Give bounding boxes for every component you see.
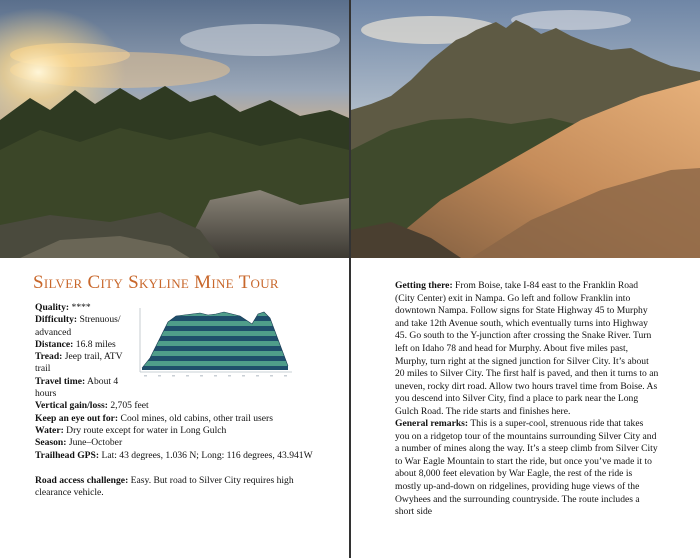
stat-label: Tread: (35, 351, 63, 363)
right-page (351, 0, 700, 558)
stat-value: Lat: 43 degrees, 1.036 N; Long: 116 degrees, 43.941W (99, 449, 313, 461)
stat-difficulty (35, 314, 130, 339)
stat-trailhead (35, 450, 331, 462)
profile-tick-marks (144, 375, 287, 377)
sunset-forest-photo (0, 0, 349, 258)
stat-value: About 4 hours (35, 375, 119, 400)
stat-value: June–October (66, 437, 123, 449)
general-remarks-label: General remarks: (395, 418, 469, 429)
getting-there-label: Getting there: (395, 280, 453, 291)
spacer (35, 462, 331, 475)
stat-label: Water: (35, 424, 64, 436)
stat-season (35, 437, 331, 449)
route-title: Silver City Skyline Mine Tour (33, 272, 279, 293)
stat-water (35, 425, 331, 437)
stat-value: **** (69, 302, 91, 313)
stat-keep-eye (35, 413, 331, 425)
stat-label: Difficulty: (35, 314, 78, 326)
stat-label: Quality: (35, 302, 70, 313)
elevation-profile (136, 306, 296, 384)
left-page (0, 0, 349, 558)
stat-value: Jeep trail, ATV trail (35, 351, 123, 375)
stat-value: Dry route except for water in Long Gulch (63, 424, 227, 436)
stat-value: Strenuous/ advanced (35, 314, 121, 338)
getting-there-paragraph (395, 280, 659, 419)
stat-value: Easy. But road to Silver City requires high clearance vehicle. (35, 474, 294, 499)
stat-travel-time (35, 376, 130, 401)
stat-label: Keep an eye out for: (35, 412, 119, 424)
general-remarks-paragraph (395, 418, 659, 519)
stat-label: Season: (35, 437, 67, 449)
rocky-ridge-photo (351, 0, 700, 258)
stat-label: Distance: (35, 338, 74, 350)
stat-value: 16.8 miles (73, 338, 116, 350)
stat-label: Road access challenge: (35, 474, 129, 486)
getting-there-text: From Boise, take I-84 east to the Franklin Road (City Center) exit in Nampa. Go left and follow Franklin into downtown Nampa. Follow signs for State Highway 45 to Murphy and take 12th Avenue south, which eventually turns into Highway 45. Go south to the Y-junction after crossing the Snake River. Turn left on Idaho 78 and head for Murphy. About five miles past, Murphy, turn right at the signed junction for Silver City. It’s about 20 miles to Silver City. The first half is paved, and then it turns to an uneven, rocky dirt road. Allow two hours travel time from Boise. As you descend into Silver City, find a place to park near the Long Gulch Road. The ride starts and finishes here. (395, 280, 659, 417)
stat-label: Travel time: (35, 375, 86, 387)
stat-label: Trailhead GPS: (35, 449, 100, 461)
stat-distance (35, 339, 130, 351)
general-remarks-text: This is a super-cool, strenuous ride that takes you on a ridgetop tour of the mountains surrounding Silver City and a number of mines along the way. It’s a steep climb from Silver City to War Eagle Mountain to start the ride, but once you’ve made it to about 8,000 feet elevation by War Eagle, the rest of the ride is mostly up-and-down on ridgelines, providing huge views of the Owyhees and the surrounding countryside. The route includes a short side (395, 418, 658, 518)
profile-fill (140, 306, 294, 372)
stat-tread (35, 351, 130, 376)
stat-label: Vertical gain/loss: (35, 400, 108, 412)
stat-value: 2,705 feet (107, 400, 149, 412)
stat-vertical (35, 400, 331, 412)
stat-quality (35, 302, 130, 314)
stat-value: Cool mines, old cabins, other trail users (118, 412, 273, 424)
stat-road-access (35, 475, 331, 500)
